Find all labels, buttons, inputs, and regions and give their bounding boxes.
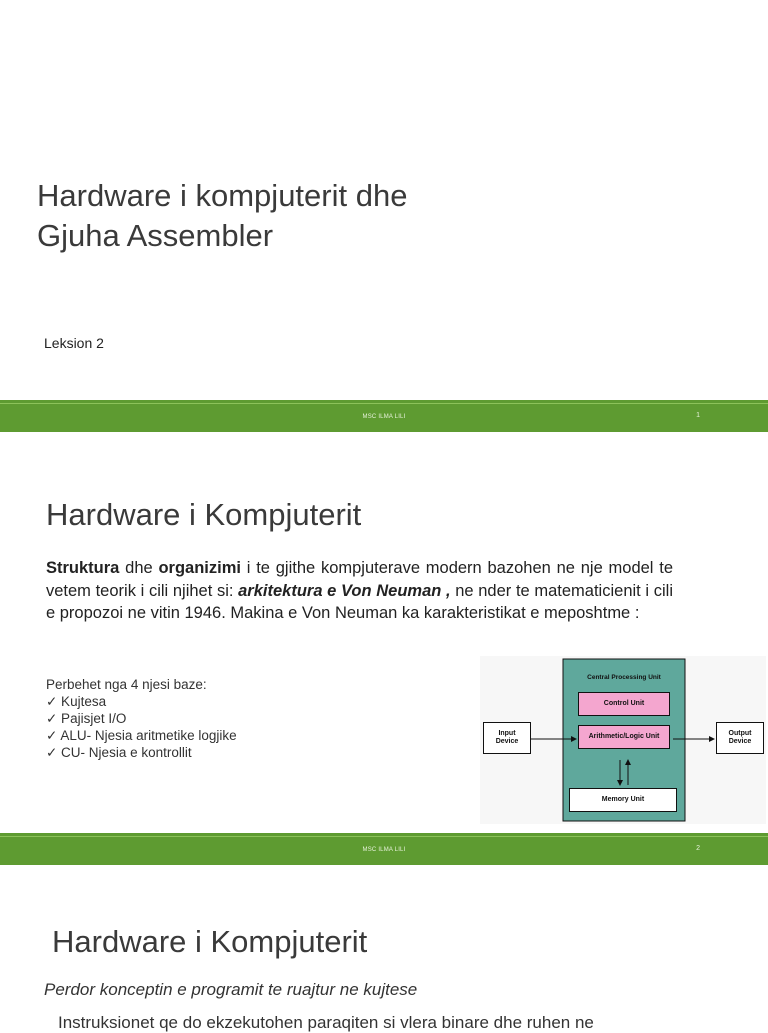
slide-2-title: Hardware i Kompjuterit [46, 497, 362, 532]
para-text-1: dhe [119, 559, 159, 577]
list-item: ✓ CU- Njesia e kontrollit [46, 745, 192, 760]
slide-3-cut-line: Instruksionet qe do ekzekutohen paraqiten si vlera binare dhe ruhen ne [58, 1013, 594, 1032]
list-intro: Perbehet nga 4 njesi baze: [46, 677, 207, 692]
slide-1 [0, 0, 768, 400]
input-device-box: Input Device [483, 722, 531, 754]
von-neumann-diagram [480, 656, 766, 824]
slide-3-italic-line: Perdor konceptin e programit te ruajtur ne kujtese [44, 980, 418, 999]
footer-stripe [0, 403, 768, 404]
slide-2-footer [0, 833, 768, 865]
term-struktura: Struktura [46, 559, 120, 577]
list-item: ✓ Kujtesa [46, 694, 107, 709]
units-list [46, 676, 237, 761]
alu-box: Arithmetic/Logic Unit [578, 725, 670, 749]
page-number: 2 [696, 845, 700, 852]
control-unit-box: Control Unit [578, 692, 670, 716]
footer-stripe [0, 836, 768, 837]
slide-1-footer [0, 400, 768, 432]
para-text-2: i te gjithe kompjuterave modern bazohen ne nje model te vetem teorik i cili njihet si: [46, 559, 673, 600]
page-number: 1 [696, 412, 700, 419]
list-item: ✓ ALU- Njesia aritmetike logjike [46, 728, 237, 743]
para-text-3: ne nder te matematicienit i cili e propozoi ne vitin 1946. Makina e Von Neuman ka karakteristikat e meposhtme : [46, 581, 673, 622]
output-device-box: Output Device [716, 722, 764, 754]
slide-1-title-line-1: Hardware i kompjuterit dhe [37, 178, 408, 213]
slide-1-subtitle: Leksion 2 [44, 335, 104, 351]
term-von-neuman: arkitektura e Von Neuman , [238, 581, 451, 600]
footer-author: MSC ILMA LILI [362, 847, 406, 853]
slide-3-title: Hardware i Kompjuterit [52, 924, 368, 959]
term-organizimi: organizimi [158, 559, 241, 577]
slide-2-paragraph [46, 557, 673, 625]
slide-1-title [37, 176, 407, 256]
cpu-label: Central Processing Unit [587, 674, 661, 681]
footer-author: MSC ILMA LILI [362, 414, 406, 420]
memory-unit-box: Memory Unit [569, 788, 677, 812]
list-item: ✓ Pajisjet I/O [46, 711, 127, 726]
slide-1-title-line-2: Gjuha Assembler [37, 218, 274, 253]
